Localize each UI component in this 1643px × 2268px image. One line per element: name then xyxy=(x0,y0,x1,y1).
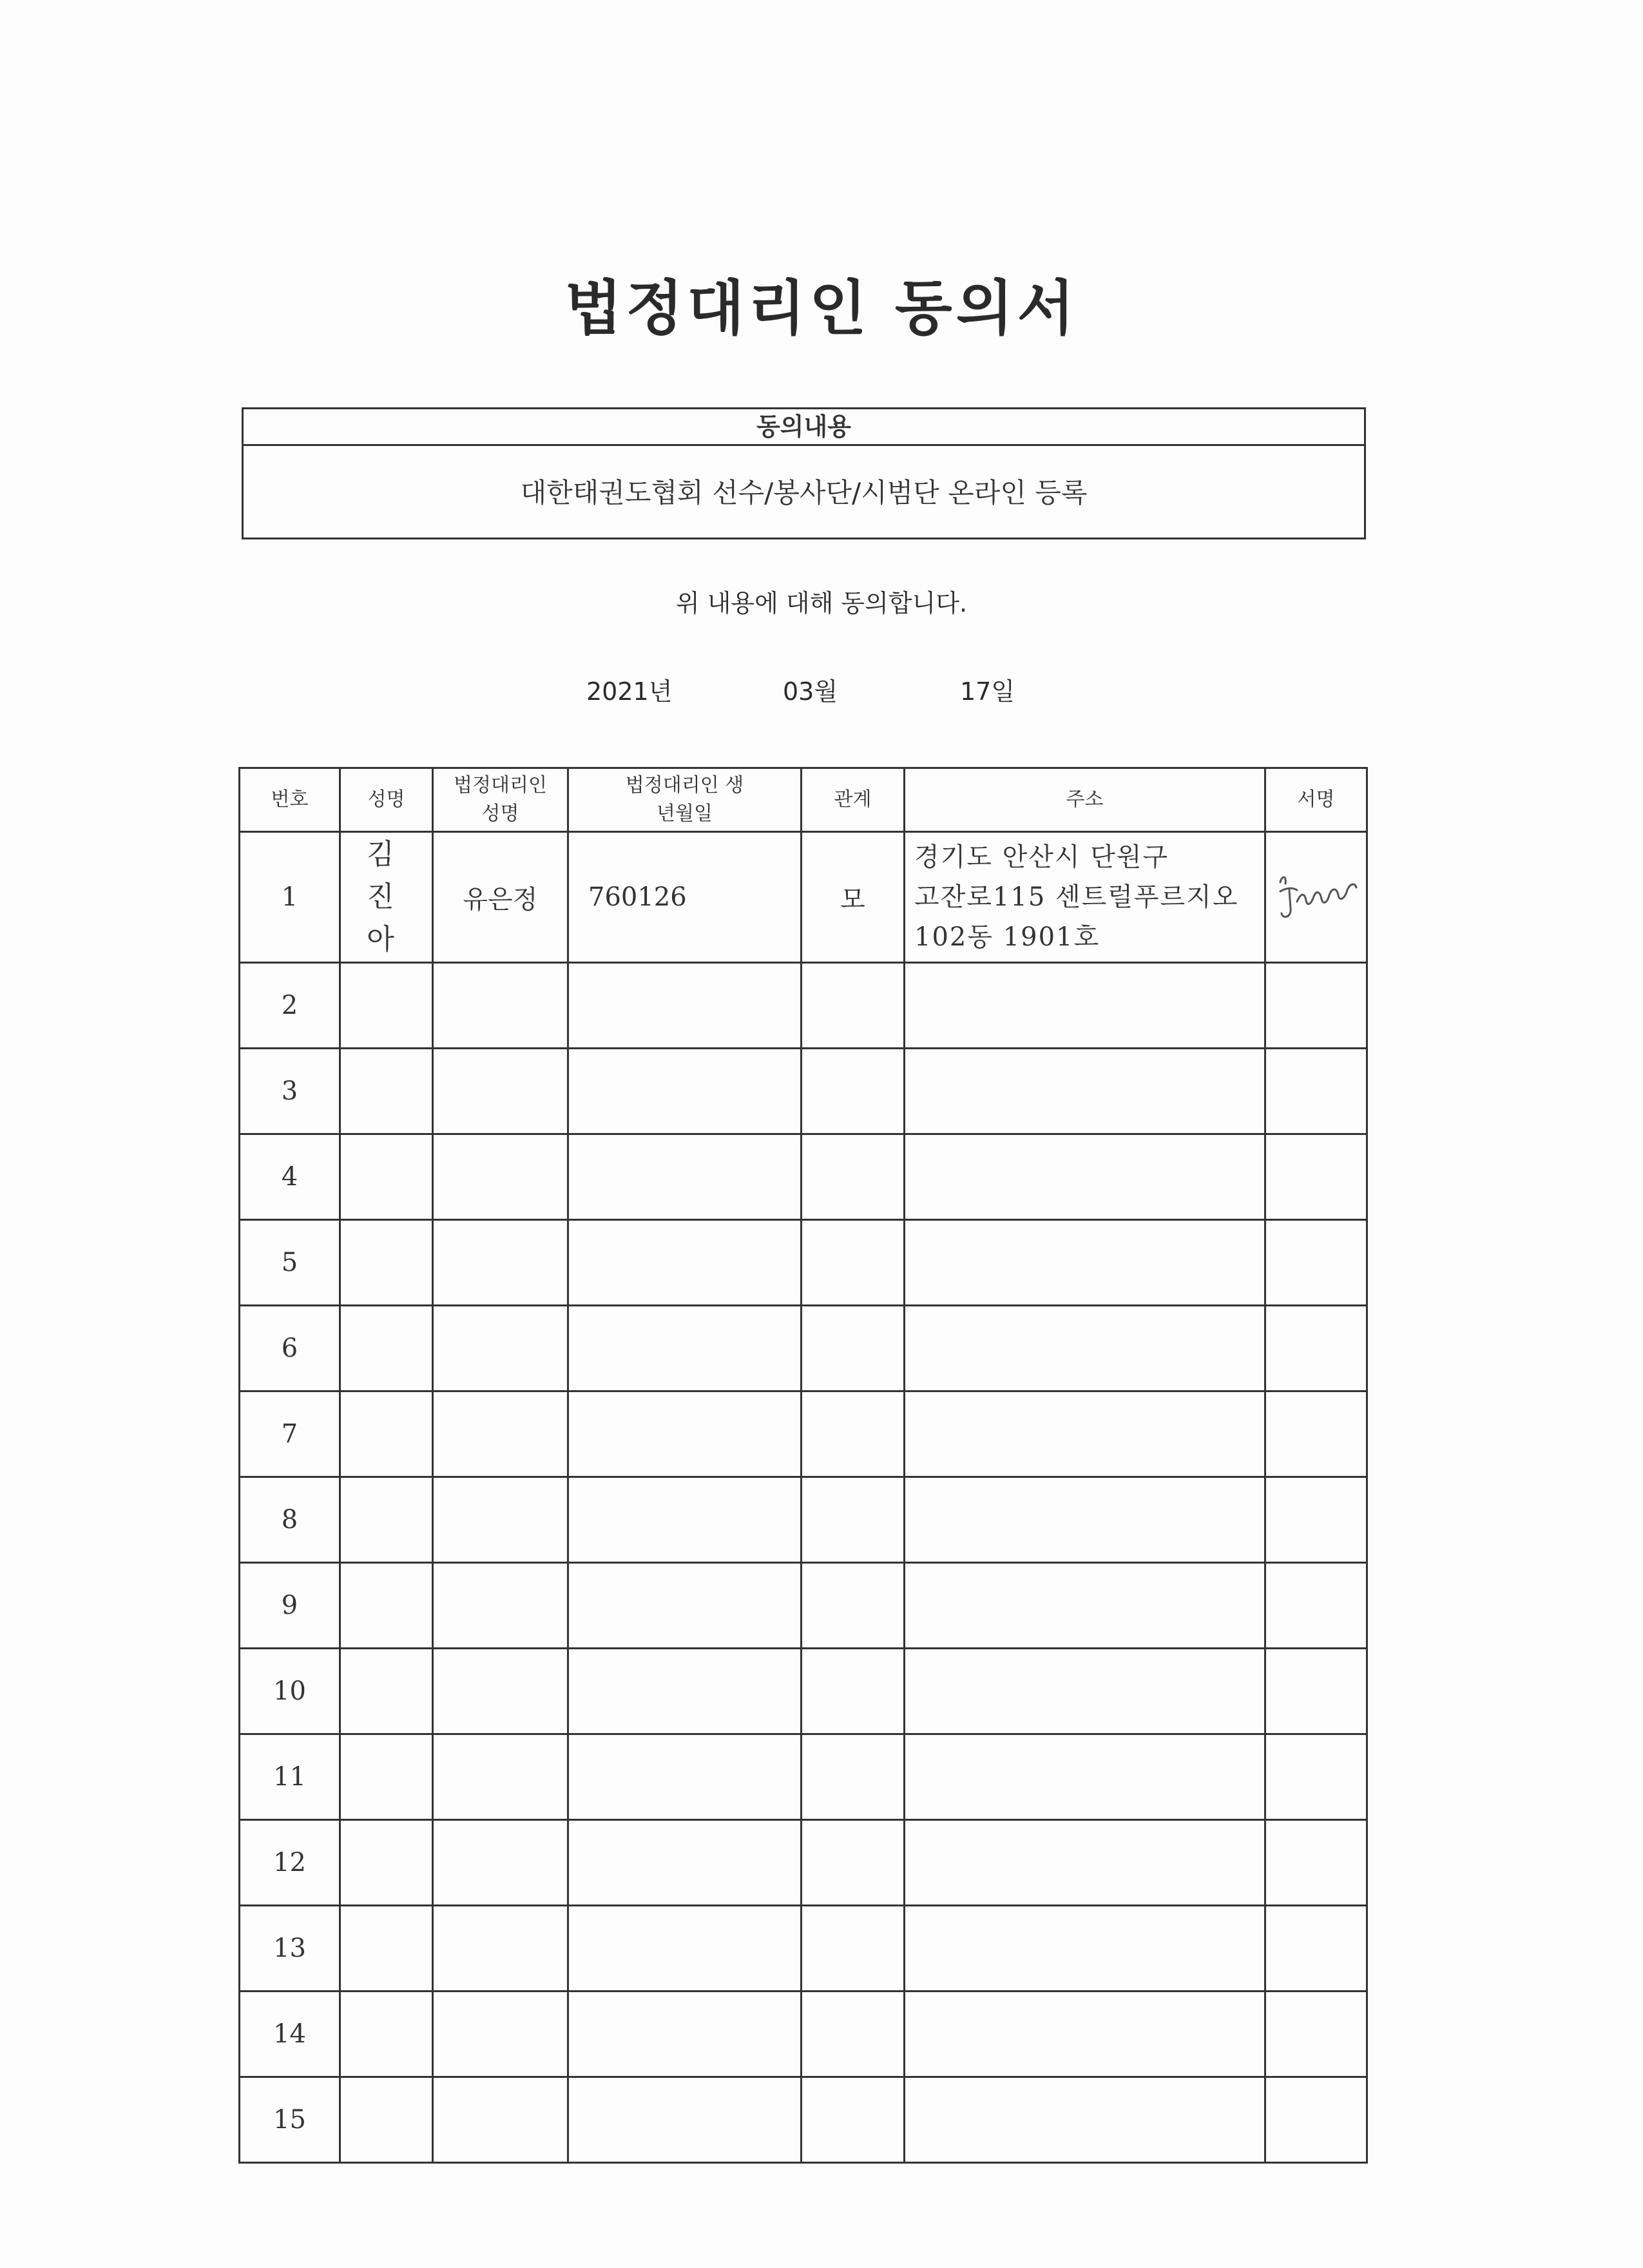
cell-guardian-birth xyxy=(568,1391,802,1477)
cell-guardian-birth xyxy=(568,1906,802,1992)
cell-guardian-birth xyxy=(568,1306,802,1391)
cell-name xyxy=(340,1134,433,1220)
cell-guardian-birth xyxy=(568,1134,802,1220)
cell-address xyxy=(905,1049,1265,1134)
cell-address xyxy=(905,1649,1265,1734)
cell-relation xyxy=(802,1049,905,1134)
handwritten-signature xyxy=(1271,862,1361,933)
table-row xyxy=(240,963,1367,1049)
cell-guardian-birth xyxy=(568,963,802,1049)
cell-name xyxy=(340,1820,433,1906)
cell-address xyxy=(905,1477,1265,1563)
cell-name xyxy=(340,2077,433,2163)
cell-signature xyxy=(1265,963,1367,1049)
cell-address xyxy=(905,1992,1265,2077)
consent-text: 대한태권도협회 선수/봉사단/시범단 온라인 등록 xyxy=(520,477,1088,509)
cell-address xyxy=(905,963,1265,1049)
cell-guardian-name xyxy=(433,1734,568,1820)
cell-relation xyxy=(802,1649,905,1734)
consent-box xyxy=(242,407,1366,539)
cell-name xyxy=(340,1306,433,1391)
cell-guardian-birth xyxy=(568,1649,802,1734)
table-row xyxy=(240,1649,1367,1734)
table-row xyxy=(240,832,1367,963)
cell-address xyxy=(905,1563,1265,1649)
date-year: 2021년 xyxy=(586,677,673,706)
cell-relation xyxy=(802,2077,905,2163)
cell-name xyxy=(340,1563,433,1649)
cell-relation: 모 xyxy=(802,832,905,963)
header-signature: 서명 xyxy=(1265,768,1367,832)
cell-signature xyxy=(1265,1306,1367,1391)
table-row xyxy=(240,1049,1367,1134)
cell-no: 15 xyxy=(240,2077,340,2163)
cell-name xyxy=(340,1649,433,1734)
cell-address xyxy=(905,2077,1265,2163)
header-relation: 관계 xyxy=(802,768,905,832)
cell-signature xyxy=(1265,1649,1367,1734)
cell-name xyxy=(340,1391,433,1477)
cell-signature xyxy=(1265,1906,1367,1992)
cell-no: 9 xyxy=(240,1563,340,1649)
table-row xyxy=(240,1734,1367,1820)
cell-guardian-name xyxy=(433,1992,568,2077)
cell-relation xyxy=(802,1820,905,1906)
table-row xyxy=(240,1220,1367,1306)
cell-name xyxy=(340,1906,433,1992)
cell-guardian-name xyxy=(433,2077,568,2163)
cell-name xyxy=(340,963,433,1049)
cell-relation xyxy=(802,1391,905,1477)
cell-signature xyxy=(1265,1049,1367,1134)
cell-relation xyxy=(802,963,905,1049)
cell-relation xyxy=(802,1734,905,1820)
table-row xyxy=(240,1306,1367,1391)
cell-address xyxy=(905,1306,1265,1391)
cell-no: 7 xyxy=(240,1391,340,1477)
cell-relation xyxy=(802,1134,905,1220)
cell-name: 김 진 아 xyxy=(340,832,433,963)
cell-guardian-birth xyxy=(568,1477,802,1563)
cell-no: 1 xyxy=(240,832,340,963)
table-row xyxy=(240,1477,1367,1563)
cell-no: 5 xyxy=(240,1220,340,1306)
cell-signature xyxy=(1265,1992,1367,2077)
guardian-table xyxy=(238,767,1368,2164)
cell-guardian-name xyxy=(433,1220,568,1306)
cell-no: 2 xyxy=(240,963,340,1049)
cell-signature xyxy=(1265,1391,1367,1477)
cell-guardian-name xyxy=(433,1563,568,1649)
cell-relation xyxy=(802,1992,905,2077)
table-row xyxy=(240,1391,1367,1477)
cell-guardian-birth: 760126 xyxy=(568,832,802,963)
table-row xyxy=(240,2077,1367,2163)
table-row xyxy=(240,1820,1367,1906)
cell-no: 4 xyxy=(240,1134,340,1220)
table-row xyxy=(240,1906,1367,1992)
cell-guardian-name xyxy=(433,1820,568,1906)
cell-guardian-name xyxy=(433,1049,568,1134)
cell-signature xyxy=(1265,1820,1367,1906)
cell-signature xyxy=(1265,1134,1367,1220)
cell-guardian-birth xyxy=(568,1563,802,1649)
consent-header: 동의내용 xyxy=(244,409,1364,446)
cell-name xyxy=(340,1734,433,1820)
cell-relation xyxy=(802,1477,905,1563)
cell-no: 12 xyxy=(240,1820,340,1906)
cell-no: 13 xyxy=(240,1906,340,1992)
cell-address xyxy=(905,1734,1265,1820)
header-no: 번호 xyxy=(240,768,340,832)
cell-address xyxy=(905,1134,1265,1220)
header-address: 주소 xyxy=(905,768,1265,832)
cell-signature xyxy=(1265,1477,1367,1563)
cell-no: 8 xyxy=(240,1477,340,1563)
cell-name xyxy=(340,1477,433,1563)
cell-address xyxy=(905,1820,1265,1906)
cell-name xyxy=(340,1049,433,1134)
cell-guardian-name xyxy=(433,1477,568,1563)
cell-guardian-name xyxy=(433,1906,568,1992)
cell-guardian-name xyxy=(433,1391,568,1477)
cell-signature xyxy=(1265,1734,1367,1820)
cell-signature xyxy=(1265,1563,1367,1649)
date-month: 03월 xyxy=(783,677,838,706)
cell-address xyxy=(905,1906,1265,1992)
cell-no: 14 xyxy=(240,1992,340,2077)
cell-guardian-name xyxy=(433,1649,568,1734)
cell-no: 10 xyxy=(240,1649,340,1734)
cell-guardian-name: 유은정 xyxy=(433,832,568,963)
cell-name xyxy=(340,1992,433,2077)
cell-guardian-birth xyxy=(568,2077,802,2163)
cell-no: 6 xyxy=(240,1306,340,1391)
header-guardian-birth: 법정대리인 생년월일 xyxy=(568,768,802,832)
cell-guardian-birth xyxy=(568,1992,802,2077)
cell-guardian-birth xyxy=(568,1734,802,1820)
header-guardian-name: 법정대리인 성명 xyxy=(433,768,568,832)
table-row xyxy=(240,1134,1367,1220)
cell-signature xyxy=(1265,1220,1367,1306)
cell-guardian-name xyxy=(433,1306,568,1391)
cell-name xyxy=(340,1220,433,1306)
header-name: 성명 xyxy=(340,768,433,832)
date-day: 17일 xyxy=(960,677,1015,706)
cell-address: 경기도 안산시 단원구 고잔로115 센트럴푸르지오 102동 1901호 xyxy=(905,832,1265,963)
cell-relation xyxy=(802,1220,905,1306)
cell-address xyxy=(905,1391,1265,1477)
table-row xyxy=(240,1563,1367,1649)
cell-guardian-birth xyxy=(568,1220,802,1306)
cell-no: 3 xyxy=(240,1049,340,1134)
cell-signature xyxy=(1265,2077,1367,2163)
table-header-row xyxy=(240,768,1367,832)
cell-address xyxy=(905,1220,1265,1306)
page-title: 법정대리인 동의서 xyxy=(564,274,1079,343)
cell-relation xyxy=(802,1306,905,1391)
cell-guardian-birth xyxy=(568,1049,802,1134)
cell-relation xyxy=(802,1906,905,1992)
cell-no: 11 xyxy=(240,1734,340,1820)
table-row xyxy=(240,1992,1367,2077)
cell-guardian-name xyxy=(433,963,568,1049)
cell-guardian-birth xyxy=(568,1820,802,1906)
signature-mark xyxy=(1265,832,1367,963)
agree-statement: 위 내용에 대해 동의합니다. xyxy=(675,589,968,617)
cell-guardian-name xyxy=(433,1134,568,1220)
cell-relation xyxy=(802,1563,905,1649)
